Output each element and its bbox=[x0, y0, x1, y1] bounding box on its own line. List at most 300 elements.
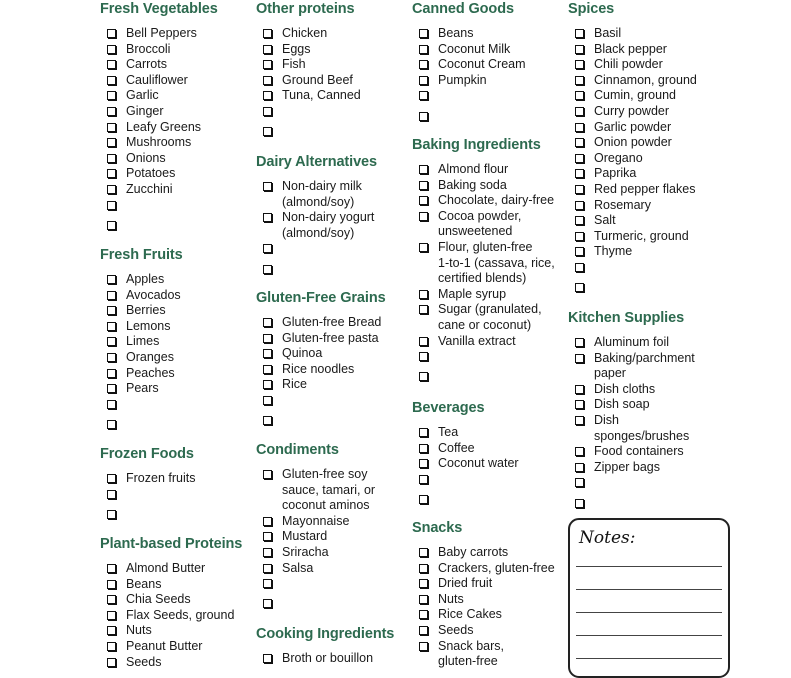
checkbox-icon[interactable] bbox=[107, 384, 116, 393]
checklist-item[interactable] bbox=[568, 382, 695, 398]
checkbox-icon[interactable] bbox=[575, 107, 584, 116]
checkbox-icon[interactable] bbox=[575, 338, 584, 347]
checklist-item[interactable] bbox=[256, 241, 377, 261]
checkbox-icon[interactable] bbox=[263, 91, 272, 100]
checklist-item[interactable] bbox=[100, 334, 183, 350]
checkbox-icon[interactable] bbox=[419, 595, 428, 604]
section bbox=[412, 136, 555, 390]
section bbox=[412, 0, 526, 129]
checkbox-icon[interactable] bbox=[575, 76, 584, 85]
checkbox-icon[interactable] bbox=[575, 385, 584, 394]
checklist-item[interactable] bbox=[100, 507, 195, 527]
checklist-item[interactable] bbox=[100, 471, 195, 487]
checklist-item[interactable] bbox=[568, 73, 697, 89]
checkbox-icon[interactable] bbox=[575, 232, 584, 241]
checkbox-icon[interactable] bbox=[107, 29, 116, 38]
item-label: Zipper bags bbox=[594, 459, 661, 474]
checkbox-icon[interactable] bbox=[419, 372, 428, 381]
checkbox-icon[interactable] bbox=[107, 169, 116, 178]
checkbox-icon[interactable] bbox=[575, 478, 584, 487]
checklist-item[interactable] bbox=[412, 545, 555, 561]
checkbox-icon[interactable] bbox=[419, 428, 428, 437]
checkbox-icon[interactable] bbox=[419, 243, 428, 252]
checklist-item[interactable] bbox=[568, 397, 695, 413]
item-label: Flour, gluten-free 1-to-1 (cassava, rice, certified blends) bbox=[438, 239, 555, 286]
item-label: Tuna, Canned bbox=[282, 88, 361, 103]
checklist-item[interactable] bbox=[256, 315, 386, 331]
checkbox-icon[interactable] bbox=[419, 290, 428, 299]
checklist-item[interactable] bbox=[412, 88, 526, 108]
checklist-item[interactable] bbox=[568, 444, 695, 460]
item-label: Berries bbox=[126, 303, 166, 318]
checklist-item[interactable] bbox=[100, 288, 183, 304]
section-heading: Plant-based Proteins bbox=[100, 536, 243, 552]
checklist-item[interactable] bbox=[412, 240, 555, 287]
checkbox-icon[interactable] bbox=[419, 459, 428, 468]
checkbox-icon[interactable] bbox=[263, 564, 272, 573]
checklist bbox=[256, 651, 394, 667]
checklist-item[interactable] bbox=[100, 88, 218, 104]
checkbox-icon[interactable] bbox=[419, 444, 428, 453]
checkbox-icon[interactable] bbox=[419, 76, 428, 85]
checklist-item[interactable] bbox=[568, 88, 697, 104]
checkbox-icon[interactable] bbox=[419, 475, 428, 484]
checkbox-icon[interactable] bbox=[107, 400, 116, 409]
checklist bbox=[256, 467, 375, 617]
section-heading: Dairy Alternatives bbox=[256, 154, 377, 170]
checkbox-icon[interactable] bbox=[107, 185, 116, 194]
checkbox-icon[interactable] bbox=[575, 60, 584, 69]
checkbox-icon[interactable] bbox=[419, 642, 428, 651]
checkbox-icon[interactable] bbox=[575, 29, 584, 38]
checkbox-icon[interactable] bbox=[263, 45, 272, 54]
item-label: Leafy Greens bbox=[126, 119, 202, 134]
checkbox-icon[interactable] bbox=[107, 60, 116, 69]
checklist-item[interactable] bbox=[256, 651, 394, 667]
checklist-item[interactable] bbox=[256, 42, 361, 58]
checklist-item[interactable] bbox=[100, 135, 218, 151]
checklist bbox=[568, 335, 695, 516]
checkbox-icon[interactable] bbox=[107, 291, 116, 300]
checklist-item[interactable] bbox=[412, 592, 555, 608]
checkbox-icon[interactable] bbox=[107, 611, 116, 620]
checkbox-icon[interactable] bbox=[575, 263, 584, 272]
checkbox-icon[interactable] bbox=[107, 322, 116, 331]
checklist-item[interactable] bbox=[412, 302, 555, 333]
section-heading: Spices bbox=[568, 1, 615, 17]
checkbox-icon[interactable] bbox=[419, 579, 428, 588]
checkbox-icon[interactable] bbox=[575, 154, 584, 163]
checkbox-icon[interactable] bbox=[575, 447, 584, 456]
checklist-item[interactable] bbox=[100, 417, 183, 437]
item-label: Beans bbox=[126, 576, 162, 591]
checklist-item[interactable] bbox=[568, 166, 697, 182]
checklist-item[interactable] bbox=[100, 561, 242, 577]
checklist-item[interactable] bbox=[412, 57, 526, 73]
checkbox-icon[interactable] bbox=[263, 244, 272, 253]
checklist-item[interactable] bbox=[568, 57, 697, 73]
item-label: Frozen fruits bbox=[126, 471, 196, 485]
checkbox-icon[interactable] bbox=[263, 318, 272, 327]
checklist-item[interactable] bbox=[568, 104, 697, 120]
item-label: Coconut water bbox=[438, 456, 519, 471]
checkbox-icon[interactable] bbox=[107, 580, 116, 589]
section bbox=[256, 153, 377, 282]
checkbox-icon[interactable] bbox=[263, 416, 272, 425]
checklist-item[interactable] bbox=[100, 166, 218, 182]
item-label: Bell Peppers bbox=[126, 26, 197, 40]
checkbox-icon[interactable] bbox=[575, 138, 584, 147]
checklist-item[interactable] bbox=[100, 655, 242, 671]
item-label: Peaches bbox=[126, 365, 175, 380]
checkbox-icon[interactable] bbox=[263, 599, 272, 608]
checklist-item[interactable] bbox=[412, 623, 555, 639]
checklist-item[interactable] bbox=[256, 104, 361, 124]
checklist-item[interactable] bbox=[412, 441, 519, 457]
section bbox=[100, 0, 218, 238]
checklist bbox=[256, 315, 386, 433]
checklist-item[interactable] bbox=[256, 26, 361, 42]
checklist-item[interactable] bbox=[412, 73, 526, 89]
item-label: Avocados bbox=[126, 287, 181, 302]
checklist-item[interactable] bbox=[568, 244, 697, 260]
checklist-item[interactable] bbox=[412, 287, 555, 303]
item-label: Seeds bbox=[438, 622, 474, 637]
checklist-item[interactable] bbox=[412, 349, 555, 369]
item-label: Broccoli bbox=[126, 41, 171, 56]
checkbox-icon[interactable] bbox=[107, 91, 116, 100]
checklist-item[interactable] bbox=[100, 381, 183, 397]
checklist bbox=[100, 471, 195, 527]
checkbox-icon[interactable] bbox=[107, 45, 116, 54]
item-label: Nuts bbox=[126, 623, 152, 638]
checkbox-icon[interactable] bbox=[419, 212, 428, 221]
checklist-item[interactable] bbox=[256, 73, 361, 89]
checklist-item[interactable] bbox=[412, 561, 555, 577]
checklist-item[interactable] bbox=[412, 178, 555, 194]
checkbox-icon[interactable] bbox=[107, 420, 116, 429]
checkbox-icon[interactable] bbox=[419, 305, 428, 314]
checklist-item[interactable] bbox=[568, 260, 697, 280]
checkbox-icon[interactable] bbox=[107, 275, 116, 284]
checkbox-icon[interactable] bbox=[263, 213, 272, 222]
checklist-item[interactable] bbox=[100, 608, 242, 624]
checkbox-icon[interactable] bbox=[419, 610, 428, 619]
checklist-item[interactable] bbox=[100, 350, 183, 366]
checkbox-icon[interactable] bbox=[263, 579, 272, 588]
checklist-item[interactable] bbox=[412, 334, 555, 350]
item-label: Cinnamon, ground bbox=[594, 72, 697, 87]
checkbox-icon[interactable] bbox=[263, 76, 272, 85]
checkbox-icon[interactable] bbox=[575, 185, 584, 194]
item-label: Coconut Milk bbox=[438, 41, 511, 56]
item-label: Salsa bbox=[282, 560, 314, 575]
checkbox-icon[interactable] bbox=[419, 91, 428, 100]
checkbox-icon[interactable] bbox=[419, 181, 428, 190]
checkbox-icon[interactable] bbox=[419, 196, 428, 205]
checkbox-icon[interactable] bbox=[419, 165, 428, 174]
item-label: Tea bbox=[438, 425, 459, 439]
item-label: Thyme bbox=[594, 244, 633, 259]
checkbox-icon[interactable] bbox=[263, 654, 272, 663]
item-label: Gluten-free pasta bbox=[282, 330, 379, 345]
item-label: Potatoes bbox=[126, 166, 176, 181]
item-label: Non-dairy milk (almond/soy) bbox=[282, 179, 362, 209]
checkbox-icon[interactable] bbox=[419, 29, 428, 38]
checklist-item[interactable] bbox=[568, 213, 697, 229]
checklist-item[interactable] bbox=[100, 639, 242, 655]
checklist-item[interactable] bbox=[256, 57, 361, 73]
checkbox-icon[interactable] bbox=[107, 510, 116, 519]
checklist-item[interactable] bbox=[256, 529, 375, 545]
notes-line bbox=[576, 612, 722, 613]
checklist-item[interactable] bbox=[412, 576, 555, 592]
checkbox-icon[interactable] bbox=[107, 353, 116, 362]
item-label: Almond Butter bbox=[126, 561, 206, 575]
item-label: Pumpkin bbox=[438, 72, 487, 87]
checklist-item[interactable] bbox=[568, 280, 697, 300]
item-label: Garlic powder bbox=[594, 119, 672, 134]
item-label: Snack bars, gluten-free bbox=[438, 638, 505, 669]
item-label: Mayonnaise bbox=[282, 513, 350, 528]
checklist-item[interactable] bbox=[412, 193, 555, 209]
checklist-item[interactable] bbox=[256, 576, 375, 596]
checklist-item[interactable] bbox=[412, 607, 555, 623]
item-label: Baby carrots bbox=[438, 545, 509, 559]
checkbox-icon[interactable] bbox=[263, 470, 272, 479]
checkbox-icon[interactable] bbox=[107, 369, 116, 378]
checkbox-icon[interactable] bbox=[107, 564, 116, 573]
item-label: Flax Seeds, ground bbox=[126, 607, 235, 622]
item-label: Rice Cakes bbox=[438, 607, 502, 622]
checklist-item[interactable] bbox=[568, 151, 697, 167]
item-label: Gluten-free soy sauce, tamari, or coconut aminos bbox=[282, 467, 376, 513]
checkbox-icon[interactable] bbox=[263, 107, 272, 116]
checklist-item[interactable] bbox=[412, 369, 555, 389]
checkbox-icon[interactable] bbox=[419, 564, 428, 573]
checklist-item[interactable] bbox=[568, 496, 695, 516]
checkbox-icon[interactable] bbox=[575, 400, 584, 409]
section bbox=[256, 441, 375, 617]
checkbox-icon[interactable] bbox=[575, 499, 584, 508]
item-label: Lemons bbox=[126, 318, 171, 333]
checkbox-icon[interactable] bbox=[263, 60, 272, 69]
checkbox-icon[interactable] bbox=[419, 495, 428, 504]
checklist-item[interactable] bbox=[100, 26, 218, 42]
checklist-item[interactable] bbox=[100, 104, 218, 120]
checkbox-icon[interactable] bbox=[263, 265, 272, 274]
checklist-item[interactable] bbox=[256, 467, 375, 514]
checkbox-icon[interactable] bbox=[419, 548, 428, 557]
item-label: Non-dairy yogurt (almond/soy) bbox=[282, 210, 375, 240]
checklist-item[interactable] bbox=[256, 346, 386, 362]
checklist-item[interactable] bbox=[568, 229, 697, 245]
notes-box[interactable] bbox=[568, 518, 730, 678]
checklist-item[interactable] bbox=[568, 182, 697, 198]
checkbox-icon[interactable] bbox=[263, 548, 272, 557]
checkbox-icon[interactable] bbox=[419, 626, 428, 635]
checklist-item[interactable] bbox=[100, 218, 218, 238]
checklist-item[interactable] bbox=[256, 210, 377, 241]
checklist-item[interactable] bbox=[100, 303, 183, 319]
item-label: Baking/parchment paper bbox=[594, 350, 695, 381]
checklist-item[interactable] bbox=[100, 592, 242, 608]
item-label: Nuts bbox=[438, 591, 464, 606]
section-heading: Other proteins bbox=[256, 1, 355, 17]
checklist-item[interactable] bbox=[412, 162, 555, 178]
checkbox-icon[interactable] bbox=[575, 123, 584, 132]
checkbox-icon[interactable] bbox=[107, 76, 116, 85]
section bbox=[568, 0, 697, 300]
checkbox-icon[interactable] bbox=[575, 416, 584, 425]
checklist-item[interactable] bbox=[100, 151, 218, 167]
checkbox-icon[interactable] bbox=[107, 658, 116, 667]
checklist-item[interactable] bbox=[568, 413, 695, 444]
checkbox-icon[interactable] bbox=[263, 182, 272, 191]
item-label: Garlic bbox=[126, 88, 159, 103]
checkbox-icon[interactable] bbox=[263, 334, 272, 343]
checklist-item[interactable] bbox=[412, 456, 519, 472]
checklist-item[interactable] bbox=[256, 377, 386, 393]
checklist-item[interactable] bbox=[412, 425, 519, 441]
checklist-item[interactable] bbox=[256, 393, 386, 413]
checklist-item[interactable] bbox=[100, 577, 242, 593]
checkbox-icon[interactable] bbox=[575, 283, 584, 292]
checklist-item[interactable] bbox=[568, 42, 697, 58]
checklist-item[interactable] bbox=[100, 487, 195, 507]
checklist-item[interactable] bbox=[568, 475, 695, 495]
checklist-item[interactable] bbox=[256, 561, 375, 577]
checklist bbox=[412, 162, 555, 390]
checklist-item[interactable] bbox=[568, 460, 695, 476]
checklist bbox=[412, 425, 519, 512]
item-label: Maple syrup bbox=[438, 286, 507, 301]
checkbox-icon[interactable] bbox=[107, 474, 116, 483]
item-label: Ground Beef bbox=[282, 72, 353, 87]
checkbox-icon[interactable] bbox=[575, 91, 584, 100]
checkbox-icon[interactable] bbox=[419, 337, 428, 346]
section-heading: Cooking Ingredients bbox=[256, 626, 395, 642]
checkbox-icon[interactable] bbox=[263, 517, 272, 526]
checklist-item[interactable] bbox=[256, 514, 375, 530]
checkbox-icon[interactable] bbox=[107, 306, 116, 315]
checklist-item[interactable] bbox=[256, 362, 386, 378]
checklist-item[interactable] bbox=[100, 42, 218, 58]
checklist-item[interactable] bbox=[568, 198, 697, 214]
checklist-item[interactable] bbox=[100, 198, 218, 218]
checklist-item[interactable] bbox=[256, 545, 375, 561]
checkbox-icon[interactable] bbox=[575, 201, 584, 210]
checkbox-icon[interactable] bbox=[263, 380, 272, 389]
checkbox-icon[interactable] bbox=[575, 45, 584, 54]
checkbox-icon[interactable] bbox=[419, 60, 428, 69]
checklist-item[interactable] bbox=[256, 88, 361, 104]
checkbox-icon[interactable] bbox=[419, 45, 428, 54]
checkbox-icon[interactable] bbox=[107, 595, 116, 604]
item-label: Zucchini bbox=[126, 181, 173, 196]
checklist-item[interactable] bbox=[256, 596, 375, 616]
checkbox-icon[interactable] bbox=[107, 138, 116, 147]
section bbox=[568, 309, 695, 516]
checklist-item[interactable] bbox=[568, 26, 697, 42]
checklist-item[interactable] bbox=[412, 109, 526, 129]
checkbox-icon[interactable] bbox=[575, 354, 584, 363]
checkbox-icon[interactable] bbox=[419, 352, 428, 361]
checklist-item[interactable] bbox=[256, 179, 377, 210]
checklist-item[interactable] bbox=[412, 42, 526, 58]
checkbox-icon[interactable] bbox=[575, 216, 584, 225]
checklist-item[interactable] bbox=[568, 351, 695, 382]
checkbox-icon[interactable] bbox=[263, 29, 272, 38]
checklist-item[interactable] bbox=[412, 26, 526, 42]
item-label: Coffee bbox=[438, 440, 475, 455]
checklist-item[interactable] bbox=[100, 319, 183, 335]
checklist bbox=[412, 26, 526, 129]
checklist-item[interactable] bbox=[100, 182, 218, 198]
checkbox-icon[interactable] bbox=[263, 532, 272, 541]
section bbox=[100, 535, 242, 670]
checkbox-icon[interactable] bbox=[107, 154, 116, 163]
checklist-item[interactable] bbox=[568, 335, 695, 351]
item-label: Chicken bbox=[282, 26, 328, 40]
checkbox-icon[interactable] bbox=[107, 107, 116, 116]
item-label: Chocolate, dairy-free bbox=[438, 193, 555, 208]
checkbox-icon[interactable] bbox=[575, 463, 584, 472]
checkbox-icon[interactable] bbox=[107, 201, 116, 210]
checkbox-icon[interactable] bbox=[107, 123, 116, 132]
checklist-item[interactable] bbox=[412, 639, 555, 670]
checkbox-icon[interactable] bbox=[263, 396, 272, 405]
item-label: Seeds bbox=[126, 654, 162, 669]
checkbox-icon[interactable] bbox=[107, 642, 116, 651]
section-heading: Beverages bbox=[412, 400, 485, 416]
checklist-item[interactable] bbox=[568, 120, 697, 136]
checklist-item[interactable] bbox=[256, 413, 386, 433]
item-label: Cumin, ground bbox=[594, 88, 676, 103]
checklist-item[interactable] bbox=[100, 120, 218, 136]
checklist-item[interactable] bbox=[100, 73, 218, 89]
checkbox-icon[interactable] bbox=[575, 169, 584, 178]
checkbox-icon[interactable] bbox=[107, 626, 116, 635]
checklist bbox=[412, 545, 555, 670]
checklist-item[interactable] bbox=[256, 262, 377, 282]
checklist-item[interactable] bbox=[100, 272, 183, 288]
checkbox-icon[interactable] bbox=[263, 365, 272, 374]
checklist-item[interactable] bbox=[568, 135, 697, 151]
checkbox-icon[interactable] bbox=[419, 112, 428, 121]
checkbox-icon[interactable] bbox=[263, 349, 272, 358]
checklist-item[interactable] bbox=[100, 397, 183, 417]
checklist-item[interactable] bbox=[256, 331, 386, 347]
checkbox-icon[interactable] bbox=[107, 221, 116, 230]
item-label: Basil bbox=[594, 26, 622, 40]
item-label: Beans bbox=[438, 26, 474, 40]
checklist-item[interactable] bbox=[412, 472, 519, 492]
checklist-item[interactable] bbox=[100, 57, 218, 73]
item-label: Dish soap bbox=[594, 397, 650, 412]
checkbox-icon[interactable] bbox=[263, 127, 272, 136]
checklist-item[interactable] bbox=[100, 623, 242, 639]
checkbox-icon[interactable] bbox=[107, 490, 116, 499]
item-label: Red pepper flakes bbox=[594, 181, 696, 196]
checkbox-icon[interactable] bbox=[107, 337, 116, 346]
checklist-item[interactable] bbox=[412, 209, 555, 240]
checklist-item[interactable] bbox=[256, 124, 361, 144]
checklist-item[interactable] bbox=[412, 492, 519, 512]
item-label: Dish cloths bbox=[594, 381, 656, 396]
checklist-item[interactable] bbox=[100, 366, 183, 382]
checkbox-icon[interactable] bbox=[575, 247, 584, 256]
